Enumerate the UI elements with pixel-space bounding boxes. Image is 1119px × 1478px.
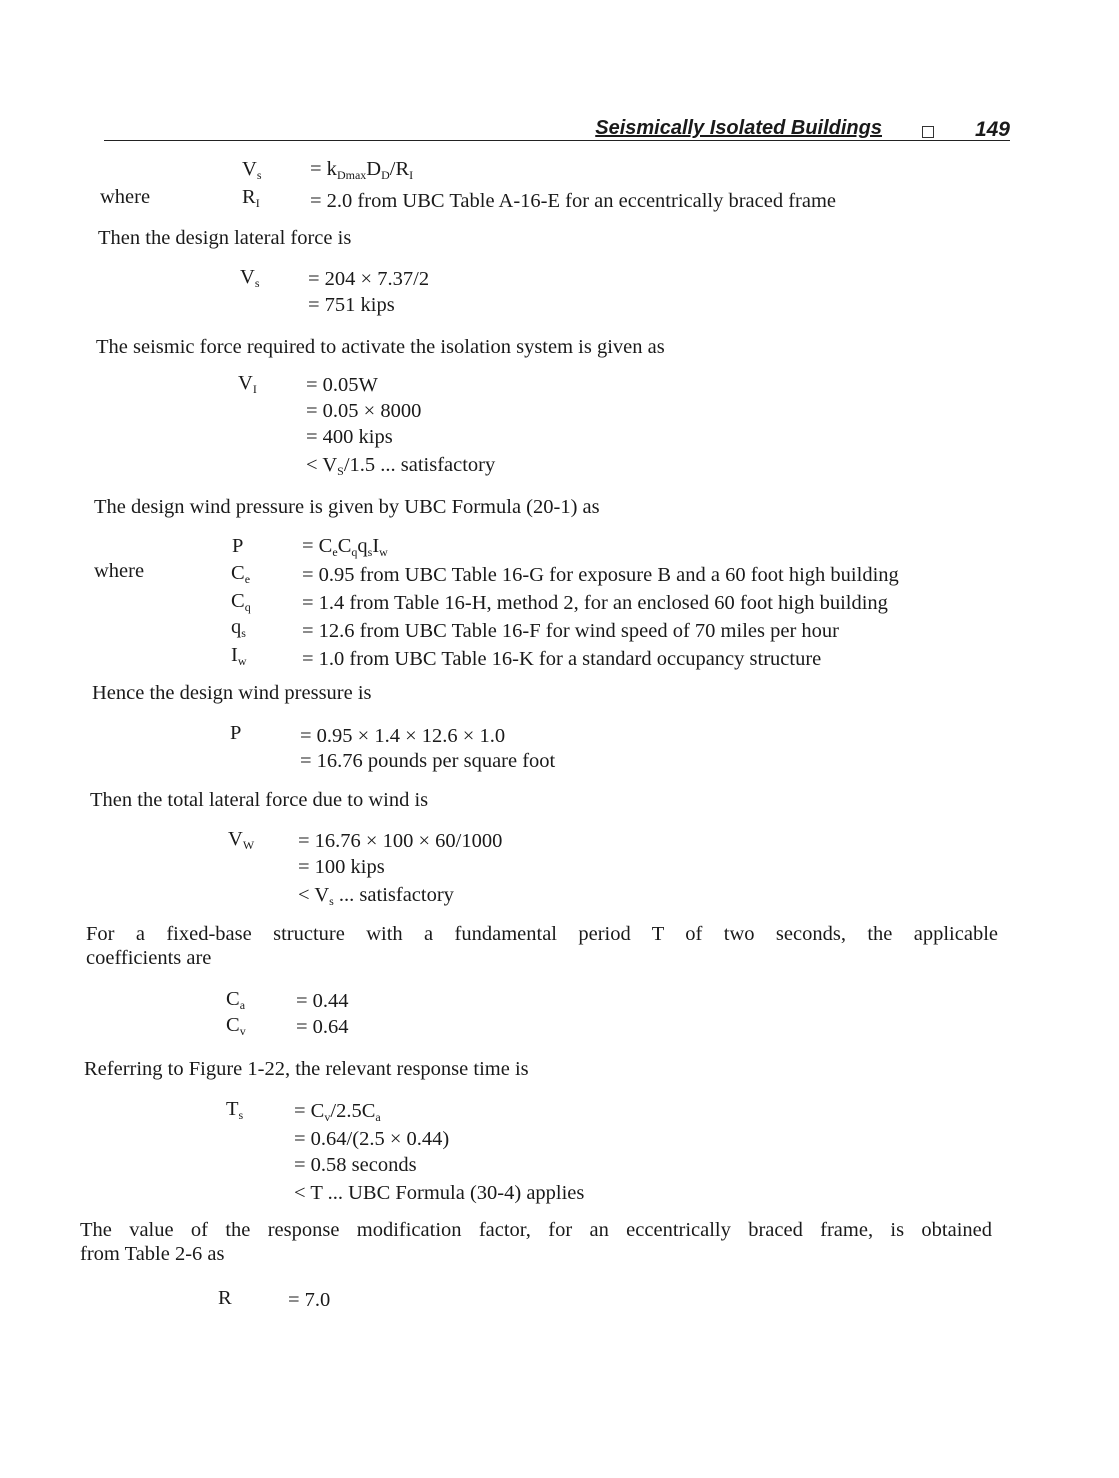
equation-line: = 751 kips (308, 294, 395, 316)
paragraph-line: from Table 2-6 as (80, 1243, 225, 1265)
equation-qs: = 12.6 from UBC Table 16-F for wind speed of 70 miles per hour (302, 620, 839, 642)
equation-line: = 0.05W (306, 374, 378, 396)
paragraph-design-lateral-force: Then the design lateral force is (98, 227, 352, 249)
equation-iw: = 1.0 from UBC Table 16-K for a standard occupancy structure (302, 648, 822, 670)
symbol-p: P (230, 722, 242, 744)
symbol-vs: $V_s$ (242, 158, 262, 182)
header-title: Seismically Isolated Buildings (589, 117, 882, 140)
equation-line: = 0.58 seconds (294, 1154, 417, 1176)
symbol-ri: $R_I$ (242, 186, 260, 210)
paragraph-line: coefficients are (86, 947, 212, 969)
equation-r: = 7.0 (288, 1289, 331, 1311)
symbol-vi: $V_I$ (238, 372, 257, 396)
symbol-vw: $V_W$ (228, 828, 255, 852)
symbol-r: R (218, 1287, 232, 1309)
equation-line: = $C_v/2.5C_a$ (294, 1100, 381, 1124)
symbol-qs: $q_s$ (231, 616, 246, 640)
equation-line: < T ... UBC Formula (30-4) applies (294, 1182, 585, 1204)
symbol-ce: $C_e$ (231, 562, 251, 586)
equation-ce: = 0.95 from UBC Table 16-G for exposure B and a 60 foot high building (302, 564, 899, 586)
equation-vs-definition: = $k_{Dmax}D_D/R_I$ (310, 158, 414, 182)
paragraph-response-time: Referring to Figure 1-22, the relevant response time is (84, 1058, 529, 1080)
equation-line: = 204 × 7.37/2 (308, 268, 430, 290)
square-icon (922, 126, 934, 138)
paragraph-fixed-base-structure (86, 922, 998, 970)
where-label: where (94, 560, 145, 582)
equation-line: = 0.64/(2.5 × 0.44) (294, 1128, 450, 1150)
equation-cq: = 1.4 from Table 16-H, method 2, for an enclosed 60 foot high building (302, 592, 888, 614)
equation-wind-pressure-formula: = $C_eC_qq_sI_w$ (302, 535, 388, 559)
header-rule (104, 140, 1010, 141)
equation-line: = 0.95 × 1.4 × 12.6 × 1.0 (300, 725, 506, 747)
paragraph-line: For a fixed-base structure with a fundamental period T of two seconds, the applicable (86, 923, 998, 945)
paragraph-total-lateral-force: Then the total lateral force due to wind is (90, 789, 429, 811)
where-label: where (100, 186, 151, 208)
symbol-cq: $C_q$ (231, 590, 251, 614)
equation-line: = 16.76 × 100 × 60/1000 (298, 830, 503, 852)
equation-line: = 400 kips (306, 426, 393, 448)
paragraph-response-modification-factor (80, 1218, 992, 1266)
symbol-p: P (232, 535, 244, 557)
page-number: 149 (974, 118, 1010, 141)
symbol-iw: $I_w$ (231, 644, 247, 668)
equation-line: = 0.05 × 8000 (306, 400, 422, 422)
equation-cv: = 0.64 (296, 1016, 349, 1038)
symbol-cv: $C_v$ (226, 1014, 246, 1038)
equation-ca: = 0.44 (296, 990, 349, 1012)
symbol-vs: $V_s$ (240, 266, 260, 290)
paragraph-hence-wind-pressure: Hence the design wind pressure is (92, 682, 372, 704)
paragraph-wind-pressure: The design wind pressure is given by UBC Formula (20-1) as (94, 496, 600, 518)
equation-line: < $V_S/1.5$ ... satisfactory (306, 454, 496, 478)
equation-line: = 16.76 pounds per square foot (300, 750, 556, 772)
equation-line: < $V_s$ ... satisfactory (298, 884, 454, 908)
running-header (104, 116, 1010, 142)
equation-ri: = 2.0 from UBC Table A-16-E for an eccentrically braced frame (310, 190, 837, 212)
paragraph-seismic-force: The seismic force required to activate the isolation system is given as (96, 336, 665, 358)
symbol-ca: $C_a$ (226, 988, 246, 1012)
symbol-ts: $T_s$ (226, 1098, 244, 1122)
equation-line: = 100 kips (298, 856, 385, 878)
paragraph-line: The value of the response modification factor, for an eccentrically braced frame, is obtained (80, 1219, 992, 1241)
